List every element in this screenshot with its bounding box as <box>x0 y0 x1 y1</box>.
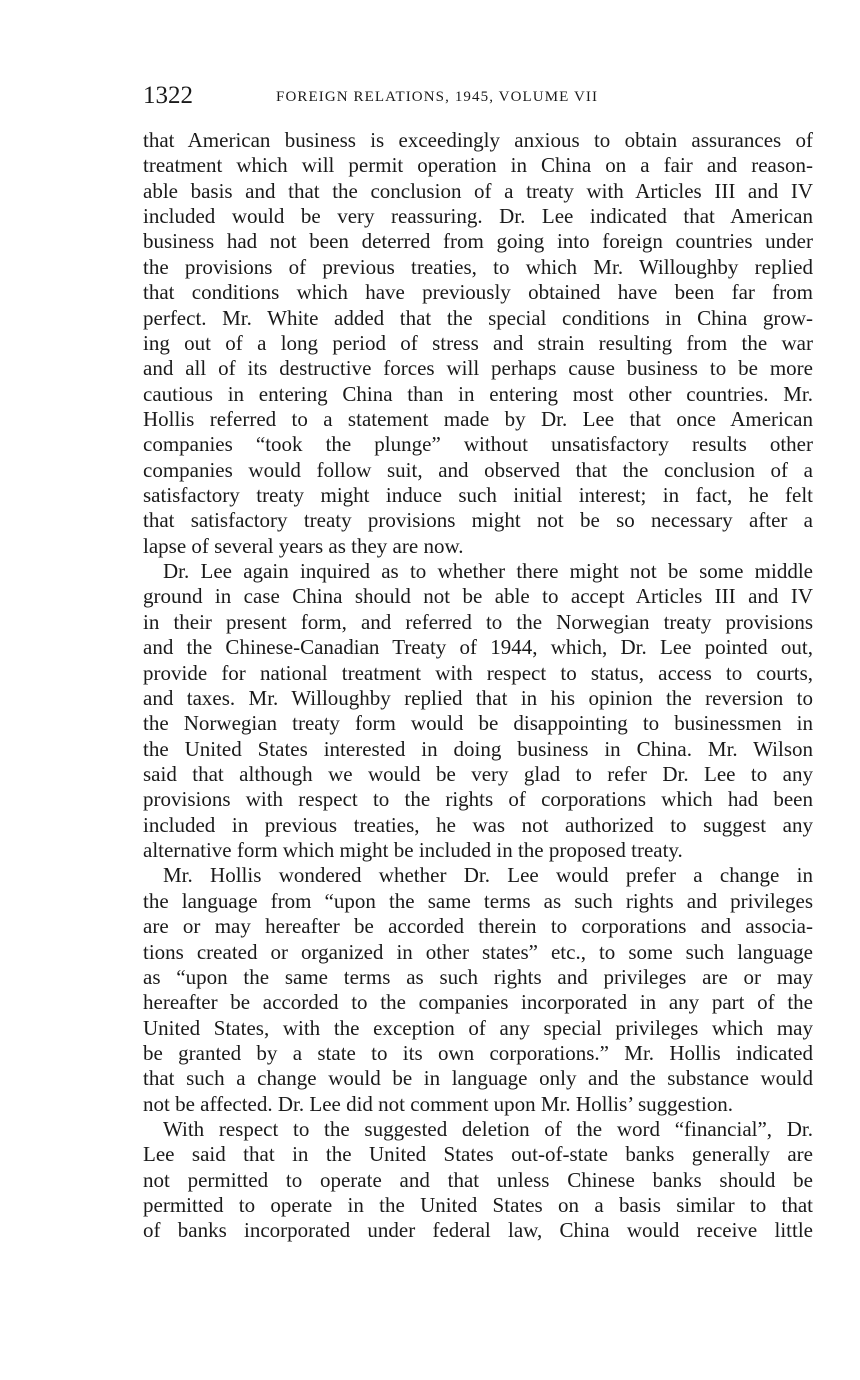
text-line: ing out of a long period of stress and strain resulting from the war <box>143 330 813 355</box>
text-line: permitted to operate in the United States on a basis similar to that <box>143 1193 813 1218</box>
text-line: hereafter be accorded to the companies incorporated in any part of the <box>143 990 813 1015</box>
text-line: provide for national treatment with respect to status, access to courts, <box>143 660 813 685</box>
text-line: that such a change would be in language only and the substance would <box>143 1066 813 1091</box>
text-line: Lee said that in the United States out-of-state banks generally are <box>143 1142 813 1167</box>
text-line: that satisfactory treaty provisions might not be so necessary after a <box>143 508 813 533</box>
text-line: United States, with the exception of any special privileges which may <box>143 1015 813 1040</box>
text-line: Hollis referred to a statement made by Dr. Lee that once American <box>143 406 813 431</box>
running-head: FOREIGN RELATIONS, 1945, VOLUME VII <box>276 89 599 105</box>
text-line: that conditions which have previously obtained have been far from <box>143 280 813 305</box>
body-text <box>143 128 813 1244</box>
paragraph <box>143 559 813 863</box>
text-line: the language from “upon the same terms as such rights and privileges <box>143 888 813 913</box>
text-line: Mr. Hollis wondered whether Dr. Lee would prefer a change in <box>163 863 813 888</box>
text-line: perfect. Mr. White added that the special conditions in China grow- <box>143 305 813 330</box>
text-line: not permitted to operate and that unless Chinese banks should be <box>143 1167 813 1192</box>
text-line: With respect to the suggested deletion of the word “financial”, Dr. <box>163 1117 813 1142</box>
text-line: and the Chinese-Canadian Treaty of 1944, which, Dr. Lee pointed out, <box>143 635 813 660</box>
text-line: satisfactory treaty might induce such initial interest; in fact, he felt <box>143 483 813 508</box>
text-line: Dr. Lee again inquired as to whether there might not be some middle <box>163 559 813 584</box>
text-line: the Norwegian treaty form would be disappointing to businessmen in <box>143 711 813 736</box>
text-line: able basis and that the conclusion of a treaty with Articles III and IV <box>143 178 813 203</box>
text-line: that American business is exceedingly anxious to obtain assurances of <box>143 128 813 152</box>
page-number: 1322 <box>143 82 193 109</box>
text-line: are or may hereafter be accorded therein to corporations and associa- <box>143 914 813 939</box>
text-line: included would be very reassuring. Dr. Lee indicated that American <box>143 204 813 229</box>
text-line: alternative form which might be included in the proposed treaty. <box>143 838 683 863</box>
text-line: and taxes. Mr. Willoughby replied that in his opinion the reversion to <box>143 685 813 710</box>
text-line: lapse of several years as they are now. <box>143 533 464 558</box>
text-line: cautious in entering China than in entering most other countries. Mr. <box>143 381 813 406</box>
text-line: the United States interested in doing business in China. Mr. Wilson <box>143 736 813 761</box>
paragraph <box>143 128 813 559</box>
text-line: not be affected. Dr. Lee did not comment upon Mr. Hollis’ suggestion. <box>143 1091 734 1116</box>
text-line: included in previous treaties, he was not authorized to suggest any <box>143 812 813 837</box>
text-line: said that although we would be very glad to refer Dr. Lee to any <box>143 761 813 786</box>
text-line: provisions with respect to the rights of corporations which had been <box>143 787 813 812</box>
text-line: companies would follow suit, and observed that the conclusion of a <box>143 457 813 482</box>
text-line: of banks incorporated under federal law, China would receive little <box>143 1218 813 1243</box>
text-line: and all of its destructive forces will perhaps cause business to be more <box>143 356 813 381</box>
text-line: in their present form, and referred to the Norwegian treaty provisions <box>143 609 813 634</box>
text-line: tions created or organized in other states” etc., to some such language <box>143 939 813 964</box>
text-line: as “upon the same terms as such rights and privileges are or may <box>143 964 813 989</box>
text-line: companies “took the plunge” without unsatisfactory results other <box>143 432 813 457</box>
paragraph <box>143 1117 813 1244</box>
text-line: be granted by a state to its own corporations.” Mr. Hollis indicated <box>143 1040 813 1065</box>
paragraph <box>143 863 813 1117</box>
text-line: business had not been deterred from going into foreign countries under <box>143 229 813 254</box>
text-line: treatment which will permit operation in China on a fair and reason- <box>143 153 813 178</box>
text-line: the provisions of previous treaties, to which Mr. Willoughby replied <box>143 254 813 279</box>
text-line: ground in case China should not be able to accept Articles III and IV <box>143 584 813 609</box>
